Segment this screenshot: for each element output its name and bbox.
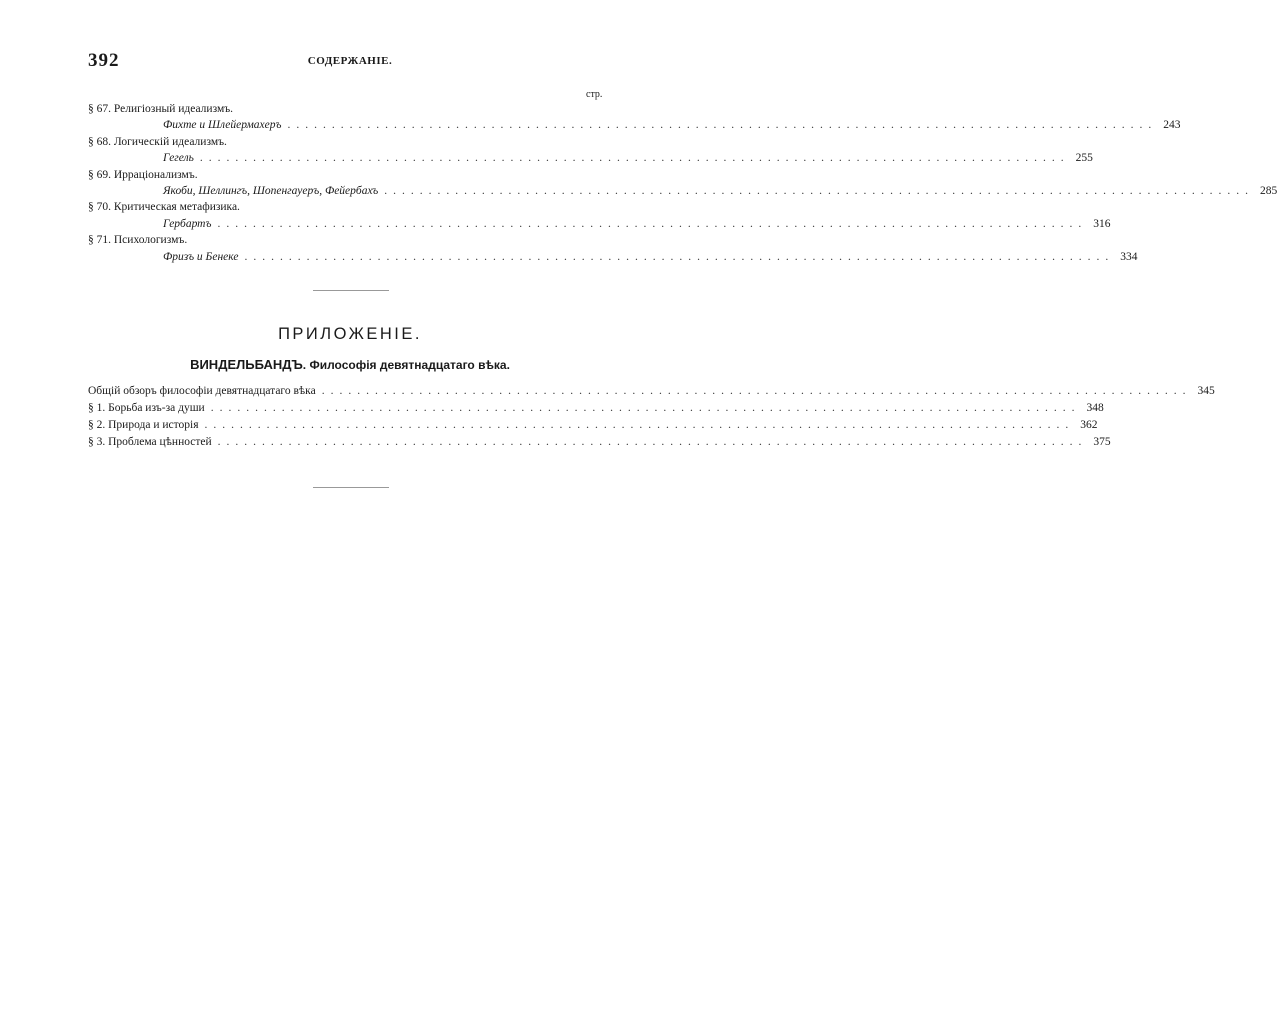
page-column-label: стр. xyxy=(586,89,603,100)
table-of-contents xyxy=(88,101,1277,265)
appendix-entry-title: Общій обзоръ философіи девятнадцатаго вѣка xyxy=(88,385,316,397)
appendix-subheading xyxy=(0,357,700,372)
toc-section-title: § 69. Ирраціонализмъ. xyxy=(88,168,198,181)
toc-section-title: § 71. Психологизмъ. xyxy=(88,234,188,247)
toc-page-number: 285 xyxy=(1259,184,1277,197)
running-head: СОДЕРЖАНІЕ. xyxy=(307,55,393,67)
toc-author: Гегель xyxy=(163,152,194,165)
appendix-entry xyxy=(88,434,1111,451)
appendix-heading: ПРИЛОЖЕНІЕ. xyxy=(278,325,422,343)
appendix-entry-title: § 3. Проблема цѣнностей xyxy=(88,436,212,448)
toc-author: Фризъ и Бенеке xyxy=(163,250,239,263)
toc-author: Якоби, Шеллингъ, Шопенгауеръ, Фейербахъ xyxy=(163,184,379,197)
appendix-page-number: 345 xyxy=(1197,385,1215,397)
toc-entry xyxy=(88,117,1181,133)
toc-page-number: 334 xyxy=(1120,250,1138,263)
toc-entry xyxy=(88,249,1138,265)
appendix-subtitle: . Философія девятнадцатаго вѣка. xyxy=(302,358,510,372)
appendix-contents xyxy=(88,383,1215,451)
toc-author: Фихте и Шлейермахеръ xyxy=(163,119,282,132)
toc-page-number: 243 xyxy=(1163,119,1181,132)
dot-leader: .................................................................................................. xyxy=(384,184,1254,197)
appendix-page-number: 375 xyxy=(1093,436,1111,448)
toc-section-title: § 68. Логическій идеализмъ. xyxy=(88,135,227,148)
dot-leader: .................................................................................................. xyxy=(321,385,1192,397)
dot-leader: .................................................................................................. xyxy=(199,152,1070,165)
page-number: 392 xyxy=(88,50,120,71)
appendix-page-number: 348 xyxy=(1086,402,1104,414)
appendix-page-number: 362 xyxy=(1080,419,1098,431)
toc-author: Гербартъ xyxy=(163,217,212,230)
toc-page-number: 255 xyxy=(1075,152,1093,165)
toc-entry xyxy=(88,183,1277,199)
section-divider xyxy=(313,290,389,291)
dot-leader: .................................................................................................. xyxy=(210,402,1081,414)
appendix-entry xyxy=(88,400,1104,417)
appendix-entry-title: § 1. Борьба изъ-за души xyxy=(88,402,205,414)
toc-page-number: 316 xyxy=(1093,217,1111,230)
end-divider xyxy=(313,487,389,488)
dot-leader: .................................................................................................. xyxy=(217,436,1088,448)
appendix-entry xyxy=(88,417,1098,434)
appendix-entry xyxy=(88,383,1215,400)
toc-section-title: § 67. Религіозный идеализмъ. xyxy=(88,103,234,115)
toc-entry xyxy=(88,150,1093,166)
toc-section-title: § 70. Критическая метафизика. xyxy=(88,201,240,214)
dot-leader: .................................................................................................. xyxy=(204,419,1075,431)
appendix-author: ВИНДЕЛЬБАНДЪ xyxy=(190,357,303,372)
appendix-entry-title: § 2. Природа и исторія xyxy=(88,419,199,431)
dot-leader: .................................................................................................. xyxy=(287,119,1158,132)
toc-entry xyxy=(88,216,1111,232)
dot-leader: .................................................................................................. xyxy=(244,250,1115,263)
dot-leader: .................................................................................................. xyxy=(217,217,1088,230)
